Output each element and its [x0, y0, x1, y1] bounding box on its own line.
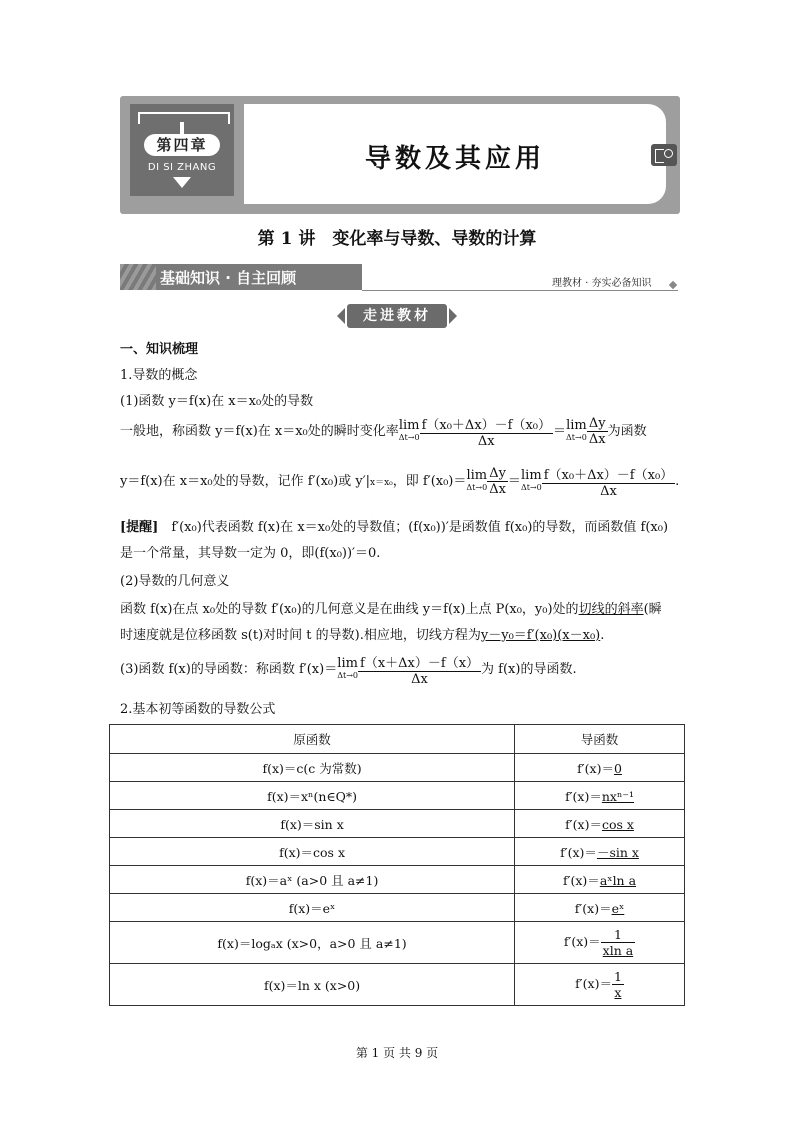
denominator: x: [614, 985, 622, 1000]
definition-line-1: [120, 414, 647, 449]
table-row: [110, 782, 685, 810]
heading-derivative-formulas: 2.基本初等函数的导数公式: [120, 702, 276, 717]
answer-blank: 切线的斜率: [578, 602, 644, 617]
original-function: f(x)＝aˣ (a>0 且 a≠1): [110, 866, 515, 894]
numerator: f（x＋Δx）－f（x）: [358, 652, 481, 672]
lim-sub: Δt→0: [520, 482, 542, 492]
fraction: [542, 464, 675, 499]
table-header-row: [110, 725, 685, 754]
heading-geometric-meaning: (2)导数的几何意义: [120, 574, 230, 589]
derivative-prefix: f′(x)＝: [574, 900, 612, 916]
chapter-badge: [130, 104, 234, 196]
tip-label: [提醒]: [120, 520, 159, 535]
diamond-icon: [669, 281, 677, 289]
table-row: [110, 754, 685, 782]
table-row: [110, 894, 685, 922]
stripes-decoration: [120, 264, 156, 290]
tip-line-1: [120, 516, 668, 535]
text: (3)函数 f(x)的导函数：称函数 f′(x)＝: [120, 662, 338, 677]
derived-function-line: [120, 652, 577, 687]
badge-triangle: [173, 177, 191, 188]
tag-arrow-right: [449, 308, 457, 324]
tip-line-2: 是一个常量，其导数一定为 0，即(f(x₀))′＝0.: [120, 546, 381, 561]
table-row: [110, 922, 685, 964]
numerator: Δy: [489, 466, 506, 481]
derivative-function: [515, 866, 685, 894]
derivative-answer: aˣln a: [599, 872, 637, 888]
derivative-prefix: f′(x)＝: [575, 976, 612, 991]
original-function: f(x)＝cos x: [110, 838, 515, 866]
table-row: [110, 964, 685, 1006]
derivative-answer: nxⁿ⁻¹: [601, 788, 634, 804]
lim-label: lim: [337, 655, 358, 671]
derivative-function: [515, 810, 685, 838]
section-tag: 走进教材: [347, 304, 447, 328]
eq: ＝: [553, 424, 567, 439]
header-derivative: 导函数: [515, 725, 685, 754]
geometric-line-2: [120, 624, 604, 643]
derivative-answer: 0: [613, 760, 622, 776]
derivative-prefix: f′(x)＝: [563, 934, 601, 949]
numerator: f（x₀＋Δx）－f（x₀）: [420, 414, 553, 434]
lecture-title: 第 1 讲 变化率与导数、导数的计算: [257, 229, 537, 249]
text: .: [675, 474, 680, 489]
fraction: [420, 414, 553, 449]
derivative-prefix: f′(x)＝: [565, 788, 602, 804]
page-footer: 第 1 页 共 9 页: [355, 1046, 439, 1060]
answer-blank: y－y₀＝f′(x₀)(x－x₀): [480, 628, 601, 643]
denominator: Δx: [489, 482, 506, 497]
text: .: [600, 628, 605, 643]
table-row: [110, 810, 685, 838]
derivative-function: [515, 922, 685, 964]
tip-text: f′(x₀)代表函数 f(x)在 x＝x₀处的导数值；(f(x₀))′是函数值 f(x₀)的导数，而函数值 f(x₀): [158, 520, 669, 535]
text: ，即 f′(x₀)＝: [392, 474, 467, 489]
geometric-line-1: [120, 598, 662, 617]
derivative-prefix: f′(x)＝: [577, 760, 614, 776]
derivative-answer: cos x: [601, 816, 634, 832]
text: y＝f(x)在 x＝x₀处的导数，记作 f′(x₀)或 y′|: [120, 474, 371, 489]
lim-label: lim: [521, 467, 542, 483]
fraction: [358, 652, 481, 687]
section-divider: [362, 290, 678, 291]
fraction: [587, 416, 608, 447]
limit: [398, 417, 420, 444]
chapter-title: 导数及其应用: [364, 144, 545, 174]
original-function: f(x)＝sin x: [110, 810, 515, 838]
eq: ＝: [507, 474, 521, 489]
lim-label: lim: [466, 467, 488, 483]
limit: [466, 467, 488, 494]
derivative-function: [515, 894, 685, 922]
text: 函数 f(x)在点 x₀处的导数 f′(x₀)的几何意义是在曲线 y＝f(x)上点 P(x₀，y₀)处的: [120, 602, 579, 617]
limit: [337, 655, 359, 682]
original-function: f(x)＝eˣ: [110, 894, 515, 922]
lim-sub: Δt→0: [337, 670, 359, 680]
derivative-function: [515, 782, 685, 810]
tag-arrow-left: [337, 308, 345, 324]
derivative-function: [515, 838, 685, 866]
derivative-prefix: f′(x)＝: [563, 872, 600, 888]
derivative-prefix: f′(x)＝: [560, 844, 597, 860]
fraction: [487, 466, 508, 497]
denominator: xln a: [602, 943, 634, 958]
text: (瞬: [643, 602, 662, 617]
table-row: [110, 866, 685, 894]
text: 为 f(x)的导函数.: [481, 662, 577, 677]
original-function: f(x)＝xⁿ(n∈Q*): [110, 782, 515, 810]
badge-pin: [180, 122, 184, 134]
badge-chapter-number: 第四章: [144, 134, 220, 156]
original-function: f(x)＝c(c 为常数): [110, 754, 515, 782]
table-row: [110, 838, 685, 866]
lim-label: lim: [566, 417, 587, 433]
lim-sub: Δt→0: [398, 432, 420, 442]
lim-label: lim: [398, 417, 420, 433]
original-function: f(x)＝logₐx (x>0，a>0 且 a≠1): [110, 922, 515, 964]
lim-sub: Δt→0: [466, 482, 488, 492]
denominator: Δx: [588, 432, 606, 447]
lim-sub: Δt→0: [566, 432, 587, 442]
book-search-icon: [651, 144, 677, 166]
limit: [520, 467, 542, 494]
heading-knowledge: 一、知识梳理: [120, 342, 199, 357]
heading-derivative-concept: 1.导数的概念: [120, 368, 198, 383]
original-function: f(x)＝ln x (x>0): [110, 964, 515, 1006]
definition-line-2: [120, 464, 679, 499]
badge-pinyin: DI SI ZHANG: [147, 162, 217, 173]
numerator: 1: [601, 927, 636, 943]
limit: [566, 417, 587, 444]
section-subtitle: 理教材 · 夯实必备知识: [552, 278, 652, 289]
derivative-fraction: [601, 927, 636, 958]
denominator: Δx: [477, 434, 495, 449]
derivative-answer: －sin x: [596, 844, 639, 860]
heading-derivative-at-point: (1)函数 y＝f(x)在 x＝x₀处的导数: [120, 394, 314, 409]
text: 为函数: [607, 424, 647, 439]
header-original: 原函数: [110, 725, 515, 754]
numerator: f（x₀＋Δx）－f（x₀）: [542, 464, 675, 484]
denominator: Δx: [411, 672, 428, 687]
derivative-formula-table: [109, 724, 685, 1006]
text: 时速度就是位移函数 s(t)对时间 t 的导数).相应地，切线方程为: [120, 628, 481, 643]
derivative-function: [515, 964, 685, 1006]
text: 一般地，称函数 y＝f(x)在 x＝x₀处的瞬时变化率: [120, 424, 399, 439]
section-title: 基础知识 · 自主回顾: [160, 269, 297, 287]
numerator: 1: [613, 969, 622, 984]
subscript: x＝x₀: [370, 478, 393, 488]
derivative-fraction: [612, 969, 624, 1000]
numerator: Δy: [588, 416, 606, 431]
derivative-answer: eˣ: [611, 900, 625, 916]
derivative-prefix: f′(x)＝: [565, 816, 602, 832]
derivative-function: [515, 754, 685, 782]
denominator: Δx: [600, 484, 617, 499]
badge-decoration: [138, 112, 230, 124]
